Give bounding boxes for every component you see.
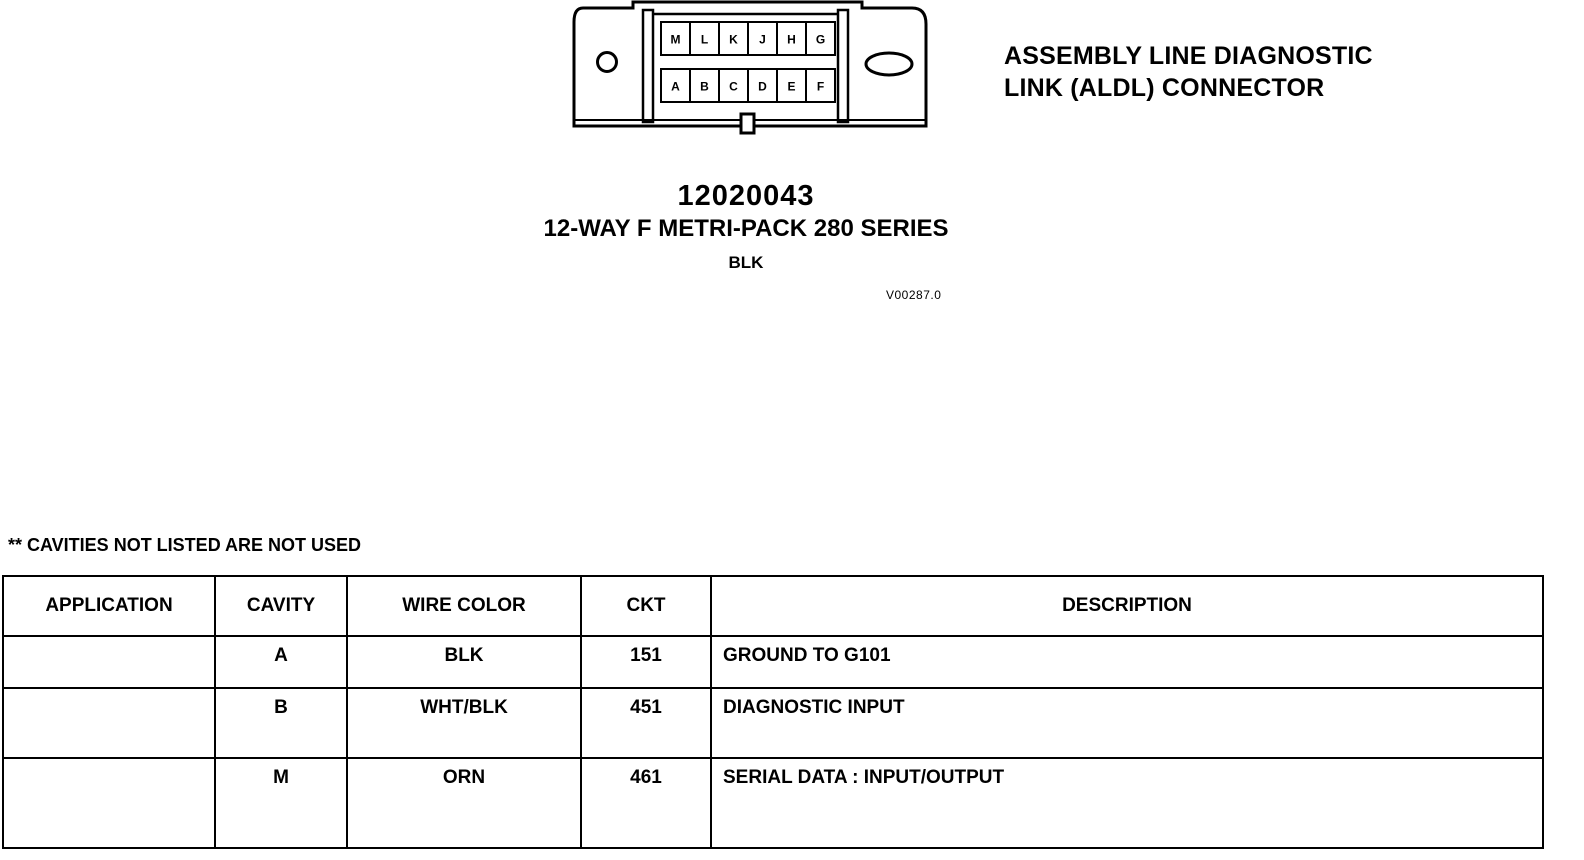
connector-housing [574,2,926,126]
header-description: DESCRIPTION [711,576,1543,636]
cavity-d [748,69,777,102]
cavity-grid [661,22,835,102]
part-number: 12020043 [677,180,815,212]
connector-title-line2: LINK (ALDL) CONNECTOR [1004,74,1325,102]
cell-wire-color: WHT/BLK [347,688,581,758]
cavity-m [661,22,690,55]
cavity-label: B [700,79,709,94]
cell-ckt: 461 [581,758,711,848]
cavity-l [690,22,719,55]
cavity-e [777,69,806,102]
connector-title [1004,40,1373,104]
cell-ckt: 451 [581,688,711,758]
cell-wire-color: ORN [347,758,581,848]
cavity-label: F [816,79,825,94]
cell-cavity: B [215,688,347,758]
cell-ckt: 151 [581,636,711,688]
cavity-label: L [700,32,709,47]
cavity-label: J [759,32,766,47]
cavity-label: K [729,32,738,47]
header-application: APPLICATION [3,576,215,636]
table-row [3,636,1543,688]
cell-application [3,688,215,758]
cavity-label: M [670,32,681,47]
cell-description: GROUND TO G101 [711,636,1543,688]
cell-description: SERIAL DATA : INPUT/OUTPUT [711,758,1543,848]
table-row [3,688,1543,758]
cavity-a [661,69,690,102]
cavity-h [777,22,806,55]
connector-title-line1: ASSEMBLY LINE DIAGNOSTIC [1004,42,1373,70]
cavity-label: D [758,79,767,94]
table-header-row [3,576,1543,636]
cell-application [3,758,215,848]
cavity-label: G [815,32,826,47]
cavity-label: A [671,79,680,94]
cavity-label: E [787,79,796,94]
cavity-g [806,22,835,55]
cell-cavity: M [215,758,347,848]
header-cavity: CAVITY [215,576,347,636]
cavity-label: C [729,79,738,94]
cavity-b [690,69,719,102]
cell-application [3,636,215,688]
table-row [3,758,1543,848]
pinout-table [2,575,1544,849]
cavity-j [748,22,777,55]
cavity-label: H [787,32,796,47]
reference-code: V00287.0 [886,288,942,302]
cavity-k [719,22,748,55]
mounting-hole-left [598,53,617,72]
cell-description: DIAGNOSTIC INPUT [711,688,1543,758]
connector-color: BLK [728,253,764,272]
cavity-f [806,69,835,102]
connector-type: 12-WAY F METRI-PACK 280 SERIES [543,215,949,242]
header-ckt: CKT [581,576,711,636]
cavity-c [719,69,748,102]
header-wire-color: WIRE COLOR [347,576,581,636]
cell-wire-color: BLK [347,636,581,688]
cavities-note: ** CAVITIES NOT LISTED ARE NOT USED [8,535,362,555]
mounting-hole-right [866,53,912,75]
cell-cavity: A [215,636,347,688]
